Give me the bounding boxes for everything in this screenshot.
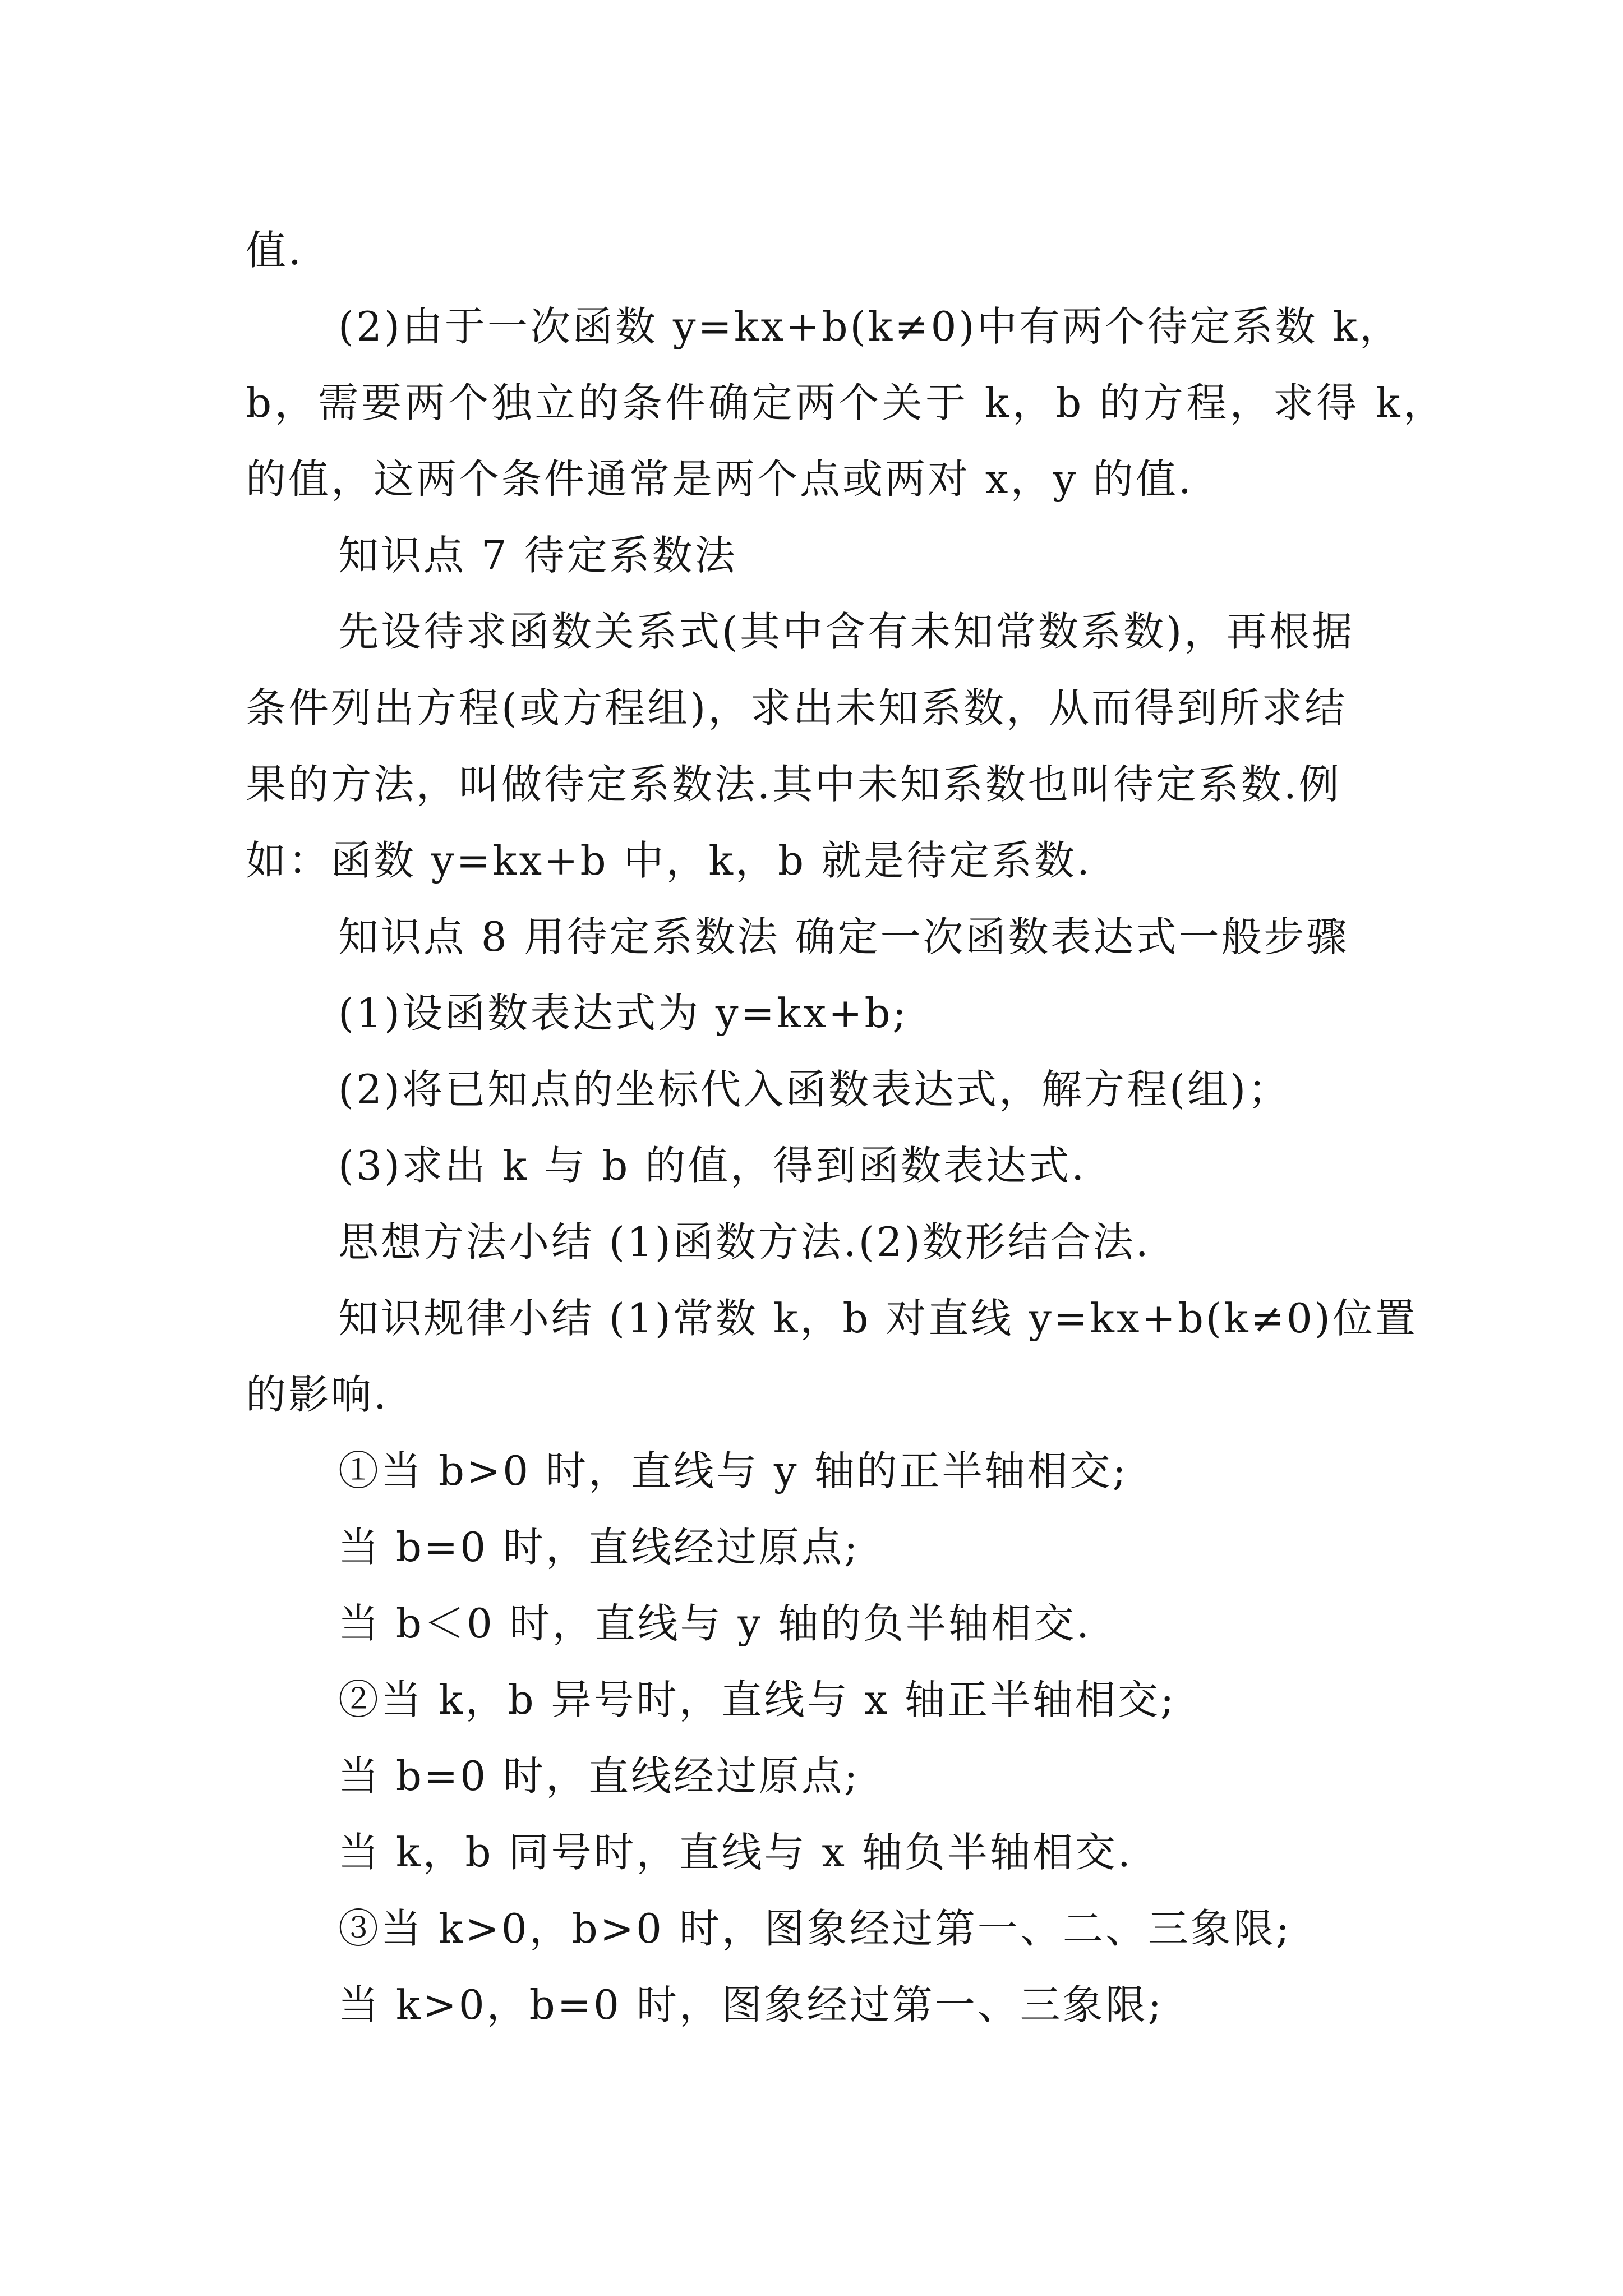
text-line: 先设待求函数关系式(其中含有未知常数系数)，再根据 <box>338 608 1355 655</box>
rule-item: 当 b=0 时，直线经过原点; <box>338 1524 860 1571</box>
step-item: (1)设函数表达式为 y=kx+b; <box>338 990 909 1037</box>
rule-item: ③当 k>0，b>0 时，图象经过第一、二、三象限; <box>338 1905 1292 1952</box>
step-item: (3)求出 k 与 b 的值，得到函数表达式. <box>338 1142 1087 1189</box>
summary-line: 思想方法小结 (1)函数方法.(2)数形结合法. <box>338 1218 1151 1266</box>
rule-item: 当 k>0，b=0 时，图象经过第一、三象限; <box>338 1981 1164 2028</box>
section-heading: 知识点 8 用待定系数法 确定一次函数表达式一般步骤 <box>338 913 1349 960</box>
summary-line: 知识规律小结 (1)常数 k，b 对直线 y=kx+b(k≠0)位置 <box>338 1295 1418 1342</box>
document-body <box>246 212 1446 2043</box>
rule-item: 当 b=0 时，直线经过原点; <box>338 1752 860 1800</box>
text-line: 如：函数 y=kx+b 中，k，b 就是待定系数. <box>246 837 1092 884</box>
text-line: (2)由于一次函数 y=kx+b(k≠0)中有两个待定系数 k， <box>338 303 1402 350</box>
section-heading: 知识点 7 待定系数法 <box>338 532 737 579</box>
text-line: b，需要两个独立的条件确定两个关于 k，b 的方程，求得 k， <box>246 379 1446 426</box>
rule-item: ①当 b>0 时，直线与 y 轴的正半轴相交; <box>338 1447 1128 1494</box>
rule-item: 当 b＜0 时，直线与 y 轴的负半轴相交. <box>338 1600 1092 1647</box>
text-line: 条件列出方程(或方程组)，求出未知系数，从而得到所求结 <box>246 684 1348 731</box>
text-line: 的影响. <box>246 1371 389 1418</box>
text-line: 值. <box>246 227 303 274</box>
text-line: 果的方法，叫做待定系数法.其中未知系数也叫待定系数.例 <box>246 761 1341 808</box>
step-item: (2)将已知点的坐标代入函数表达式，解方程(组)； <box>338 1066 1291 1113</box>
text-line: 的值，这两个条件通常是两个点或两对 x，y 的值. <box>246 455 1193 503</box>
rule-item: 当 k，b 同号时，直线与 x 轴负半轴相交. <box>338 1829 1133 1876</box>
rule-item: ②当 k，b 异号时，直线与 x 轴正半轴相交; <box>338 1676 1177 1723</box>
